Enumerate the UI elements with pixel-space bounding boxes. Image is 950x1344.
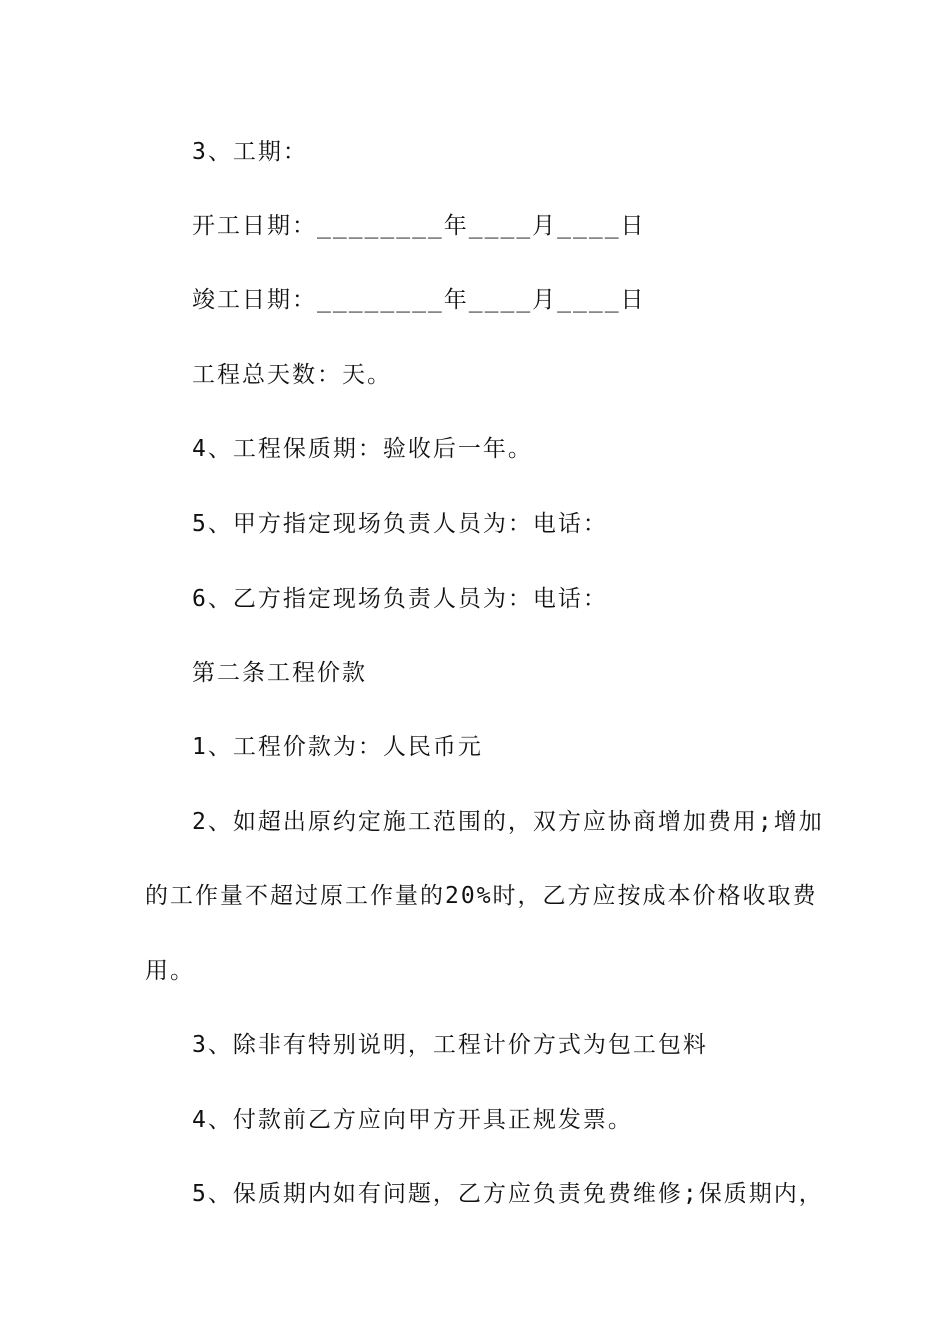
invoice-line: 4、付款前乙方应向甲方开具正规发票。 [192,1107,633,1133]
article-2-heading: 第二条工程价款 [192,660,367,686]
paragraph-2-line-2: 的工作量不超过原工作量的20%时，乙方应按成本价格收取费 [145,883,818,909]
start-date-line: 开工日期：________年____月____日 [192,213,646,239]
paragraph-2-line-1: 2、如超出原约定施工范围的，双方应协商增加费用;增加 [192,809,824,835]
party-a-contact-line: 5、甲方指定现场负责人员为：电话： [192,511,608,537]
total-days-line: 工程总天数：天。 [192,362,392,388]
completion-date-line: 竣工日期：________年____月____日 [192,287,646,313]
contract-price-line: 1、工程价款为：人民币元 [192,734,483,760]
paragraph-2-line-3: 用。 [145,958,195,984]
warranty-period-line: 4、工程保质期：验收后一年。 [192,436,533,462]
warranty-repair-line: 5、保质期内如有问题，乙方应负责免费维修;保质期内， [192,1181,824,1207]
pricing-method-line: 3、除非有特别说明，工程计价方式为包工包料 [192,1032,708,1058]
clause-3-heading: 3、工期： [192,139,308,165]
party-b-contact-line: 6、乙方指定现场负责人员为：电话： [192,586,608,612]
